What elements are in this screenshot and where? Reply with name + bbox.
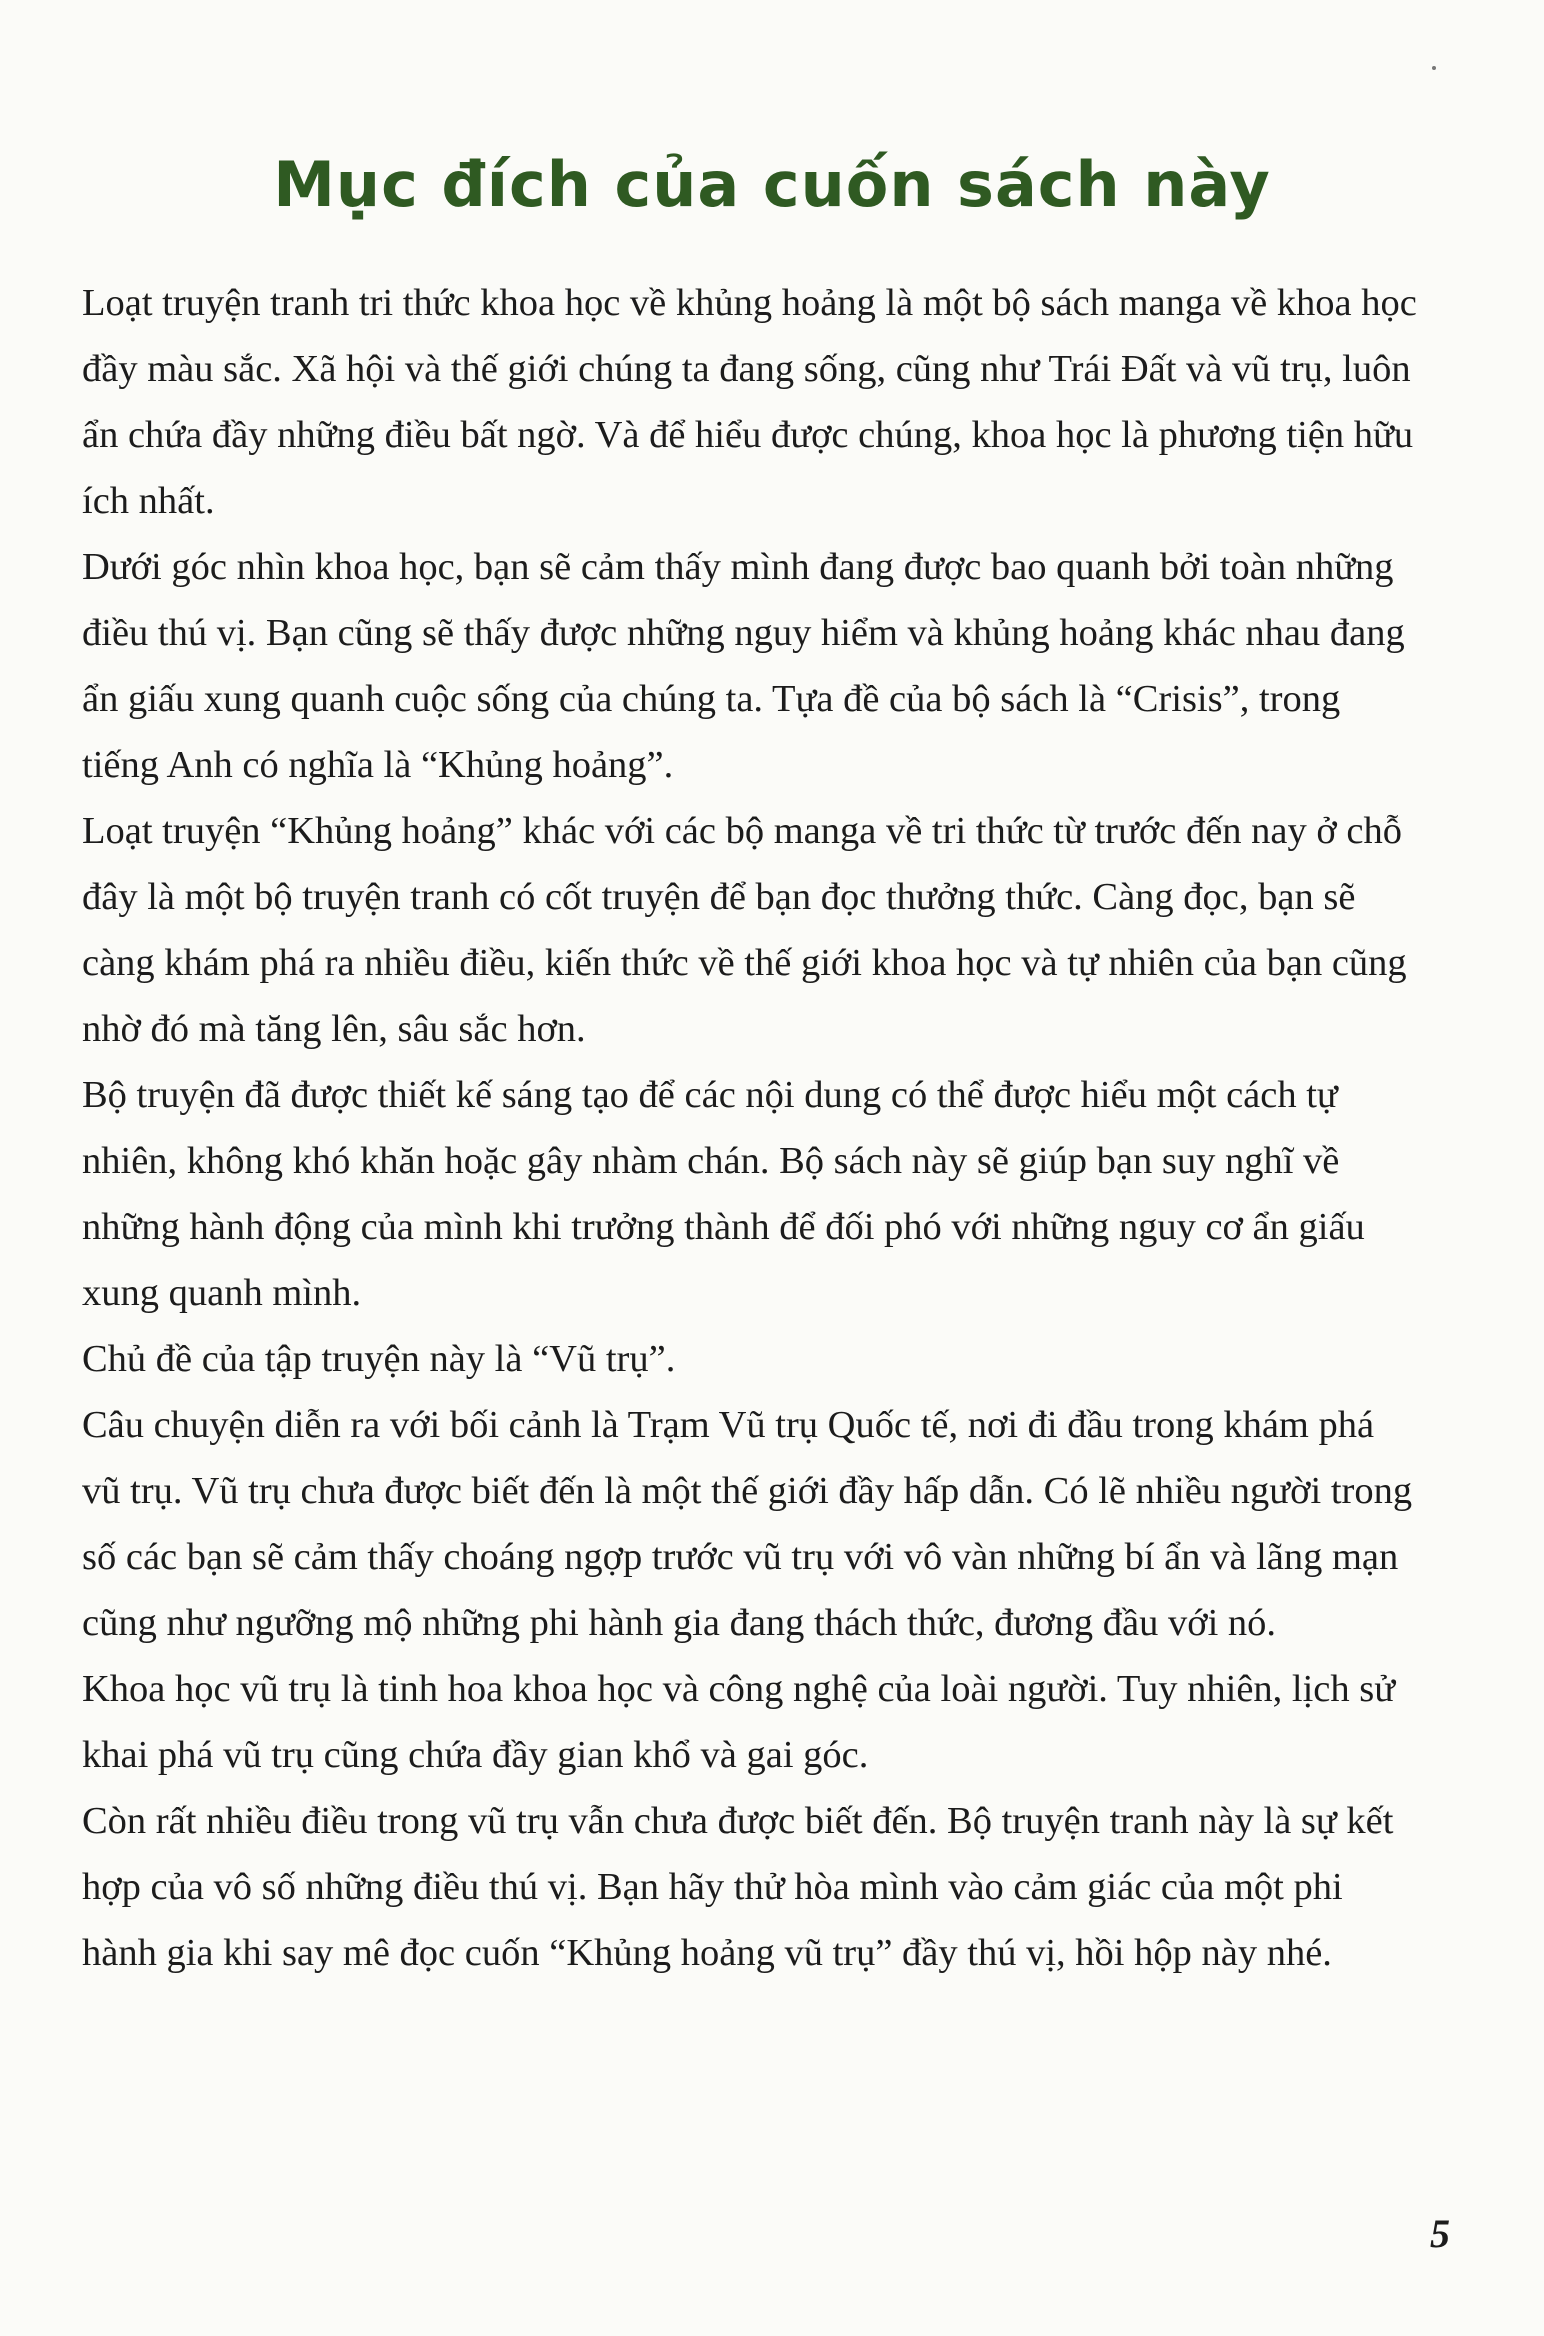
body-text <box>82 270 1417 1986</box>
paragraph: Bộ truyện đã được thiết kế sáng tạo để các nội dung có thể được hiểu một cách tự nhiên, không khó khăn hoặc gây nhàm chán. Bộ sách này sẽ giúp bạn suy nghĩ về những hành động của mình khi trưởng thành để đối phó với những nguy cơ ẩn giấu xung quanh mình. <box>82 1074 1365 1314</box>
page-title: Mục đích của cuốn sách này <box>273 148 1271 221</box>
paragraph: Còn rất nhiều điều trong vũ trụ vẫn chưa được biết đến. Bộ truyện tranh này là sự kết hợp của vô số những điều thú vị. Bạn hãy thử hòa mình vào cảm giác của một phi hành gia khi say mê đọc cuốn “Khủng hoảng vũ trụ” đầy thú vị, hồi hộp này nhé. <box>82 1800 1394 1974</box>
paragraph: Loạt truyện tranh tri thức khoa học về khủng hoảng là một bộ sách manga về khoa học đầy màu sắc. Xã hội và thế giới chúng ta đang sống, cũng như Trái Đất và vũ trụ, luôn ẩn chứa đầy những điều bất ngờ. Và để hiểu được chúng, khoa học là phương tiện hữu ích nhất. <box>82 282 1417 522</box>
paragraph: Dưới góc nhìn khoa học, bạn sẽ cảm thấy mình đang được bao quanh bởi toàn những điều thú vị. Bạn cũng sẽ thấy được những nguy hiểm và khủng hoảng khác nhau đang ẩn giấu xung quanh cuộc sống của chúng ta. Tựa đề của bộ sách là “Crisis”, trong tiếng Anh có nghĩa là “Khủng hoảng”. <box>82 546 1405 786</box>
paragraph: Chủ đề của tập truyện này là “Vũ trụ”. <box>82 1338 676 1380</box>
paragraph: Khoa học vũ trụ là tinh hoa khoa học và công nghệ của loài người. Tuy nhiên, lịch sử khai phá vũ trụ cũng chứa đầy gian khổ và gai góc. <box>82 1668 1396 1776</box>
paragraph: Loạt truyện “Khủng hoảng” khác với các bộ manga về tri thức từ trước đến nay ở chỗ đây là một bộ truyện tranh có cốt truyện để bạn đọc thưởng thức. Càng đọc, bạn sẽ càng khám phá ra nhiều điều, kiến thức về thế giới khoa học và tự nhiên của bạn cũng nhờ đó mà tăng lên, sâu sắc hơn. <box>82 810 1407 1050</box>
paragraph: Câu chuyện diễn ra với bối cảnh là Trạm Vũ trụ Quốc tế, nơi đi đầu trong khám phá vũ trụ. Vũ trụ chưa được biết đến là một thế giới đầy hấp dẫn. Có lẽ nhiều người trong số các bạn sẽ cảm thấy choáng ngợp trước vũ trụ với vô vàn những bí ẩn và lãng mạn cũng như ngưỡng mộ những phi hành gia đang thách thức, đương đầu với nó. <box>82 1404 1413 1644</box>
page-number: 5 <box>1430 2211 1450 2256</box>
print-speck <box>1432 66 1436 70</box>
